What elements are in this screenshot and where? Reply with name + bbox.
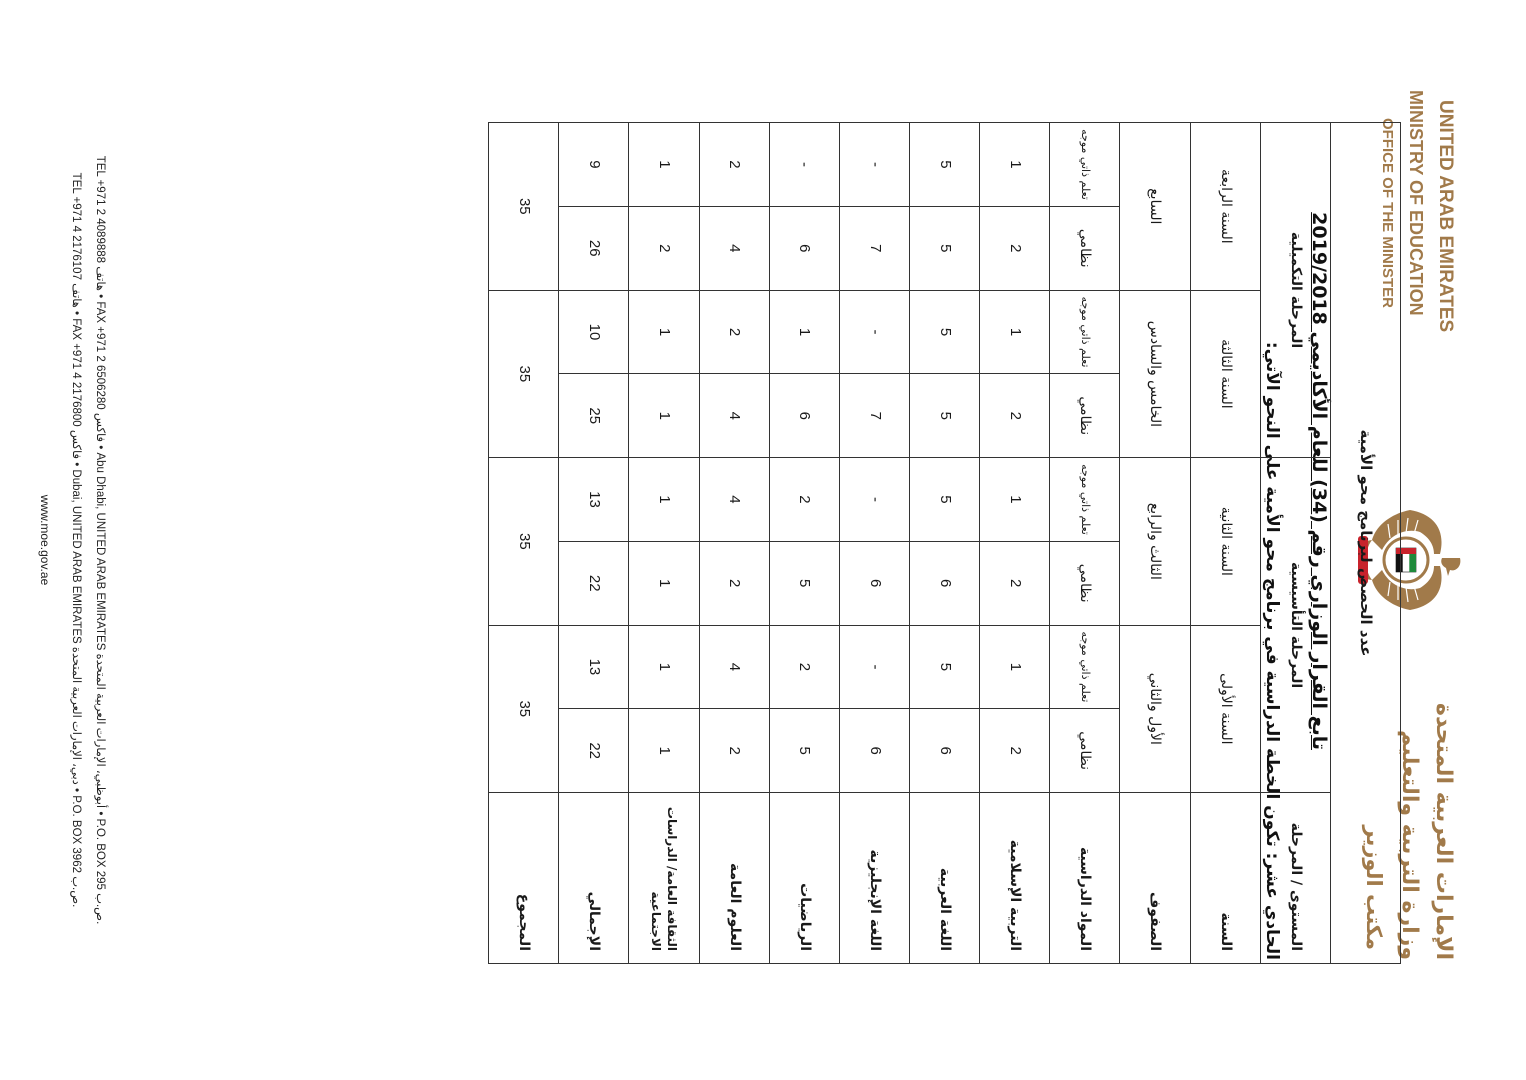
grades-4: السابع bbox=[1120, 123, 1190, 291]
table-caption: عدد الحصص لبرنامج محو الأمية bbox=[1330, 123, 1400, 964]
stage-complementary: المرحلة التكميلية bbox=[1260, 123, 1330, 458]
period-count: 1 bbox=[980, 625, 1050, 709]
period-count: 5 bbox=[910, 290, 980, 374]
letterhead-en-country: UNITED ARAB EMIRATES bbox=[1435, 100, 1456, 333]
period-count: 5 bbox=[910, 458, 980, 542]
sum-count: 35 bbox=[489, 123, 559, 291]
period-count: 2 bbox=[980, 709, 1050, 793]
type-self-directed: تعلم ذاتي موجه bbox=[1050, 625, 1120, 709]
period-count: 5 bbox=[769, 541, 839, 625]
sum-row bbox=[489, 123, 559, 964]
table-row bbox=[699, 123, 769, 964]
letterhead-en-office: OFFICE OF THE MINISTER bbox=[1379, 118, 1396, 308]
total-count: 13 bbox=[559, 458, 629, 542]
subject-name: التربية الإسلامية bbox=[980, 793, 1050, 964]
grades-1: الأول والثاني bbox=[1120, 625, 1190, 792]
total-count: 13 bbox=[559, 625, 629, 709]
period-count: 5 bbox=[910, 206, 980, 290]
period-count: - bbox=[839, 458, 909, 542]
period-count: 4 bbox=[699, 458, 769, 542]
period-count: - bbox=[769, 123, 839, 207]
total-count: 10 bbox=[559, 290, 629, 374]
letterhead-ar-office: مكتب الوزير bbox=[1362, 825, 1386, 950]
sum-count: 35 bbox=[489, 458, 559, 625]
type-regular: نظامي bbox=[1050, 206, 1120, 290]
total-label: الإجمالي bbox=[559, 793, 629, 964]
row-label-subjects: المواد الدراسية bbox=[1050, 793, 1120, 964]
subject-name: اللغة العربية bbox=[910, 793, 980, 964]
period-count: - bbox=[839, 290, 909, 374]
table-row bbox=[980, 123, 1050, 964]
period-count: 5 bbox=[910, 625, 980, 709]
period-count: 2 bbox=[769, 625, 839, 709]
footer-website-link[interactable]: www.moe.gov.ae bbox=[38, 494, 52, 586]
period-count: 6 bbox=[769, 374, 839, 458]
table-row bbox=[629, 123, 699, 964]
type-self-directed: تعلم ذاتي موجه bbox=[1050, 458, 1120, 542]
period-count: 2 bbox=[980, 541, 1050, 625]
letterhead-en-ministry: MINISTRY OF EDUCATION bbox=[1406, 90, 1426, 316]
row-label-grades: الصفوف bbox=[1120, 793, 1190, 964]
period-count: 6 bbox=[839, 709, 909, 793]
period-count: 4 bbox=[699, 206, 769, 290]
period-count: 4 bbox=[699, 625, 769, 709]
period-count: 1 bbox=[629, 374, 699, 458]
period-count: 4 bbox=[699, 374, 769, 458]
subject-name: اللغة الإنجليزية bbox=[839, 793, 909, 964]
period-count: 2 bbox=[699, 709, 769, 793]
period-count: 2 bbox=[699, 123, 769, 207]
period-count: 7 bbox=[839, 374, 909, 458]
year-2: السنة الثانية bbox=[1190, 458, 1260, 625]
period-count: 5 bbox=[910, 374, 980, 458]
period-count: 1 bbox=[980, 123, 1050, 207]
period-count: - bbox=[839, 123, 909, 207]
period-count: 6 bbox=[839, 541, 909, 625]
period-count: 1 bbox=[769, 290, 839, 374]
sum-label: المجموع bbox=[489, 793, 559, 964]
period-count: 5 bbox=[769, 709, 839, 793]
period-count: 2 bbox=[980, 374, 1050, 458]
period-count: 1 bbox=[629, 290, 699, 374]
total-count: 22 bbox=[559, 709, 629, 793]
total-count: 26 bbox=[559, 206, 629, 290]
period-count: 1 bbox=[980, 458, 1050, 542]
period-count: 2 bbox=[629, 206, 699, 290]
type-self-directed: تعلم ذاتي موجه bbox=[1050, 290, 1120, 374]
emblem-flag-green bbox=[1409, 554, 1416, 572]
period-count: 1 bbox=[629, 625, 699, 709]
table-row bbox=[910, 123, 980, 964]
subject-name: العلوم العامة bbox=[699, 793, 769, 964]
period-count: 5 bbox=[910, 123, 980, 207]
grades-2: الثالث والرابع bbox=[1120, 458, 1190, 625]
type-regular: نظامي bbox=[1050, 374, 1120, 458]
sum-count: 35 bbox=[489, 625, 559, 792]
year-1: السنة الأولى bbox=[1190, 625, 1260, 792]
total-count: 9 bbox=[559, 123, 629, 207]
type-self-directed: تعلم ذاتي موجه bbox=[1050, 123, 1120, 207]
year-3: السنة الثالثة bbox=[1190, 290, 1260, 457]
row-label-level: المستوى / المرحلة bbox=[1260, 793, 1330, 964]
study-plan-table bbox=[488, 122, 1401, 964]
year-4: السنة الرابعة bbox=[1190, 123, 1260, 291]
period-count: 6 bbox=[910, 709, 980, 793]
period-count: 2 bbox=[980, 206, 1050, 290]
section-title: الحادي عشر: تكون الخطة الدراسية في برنامج محو الأمية على النحو الآتي: bbox=[1262, 341, 1282, 960]
period-count: 2 bbox=[769, 458, 839, 542]
period-count: 7 bbox=[839, 206, 909, 290]
decision-title: تابع القرار الوزاري رقم (34) للعام الأكاديمي 2019/2018 bbox=[1308, 212, 1330, 750]
sum-count: 35 bbox=[489, 290, 559, 457]
period-count: 1 bbox=[629, 458, 699, 542]
stage-foundation: المرحلة التأسيسية bbox=[1260, 458, 1330, 793]
grades-3: الخامس والسادس bbox=[1120, 290, 1190, 457]
period-count: - bbox=[839, 625, 909, 709]
period-count: 6 bbox=[769, 206, 839, 290]
letterhead-ar-country: الإمارات العربية المتحدة bbox=[1431, 702, 1456, 960]
footer-dubai-contact: TEL +971 4 2176107 هاتف • FAX +971 4 2176800 فاكس • Dubai, UNITED ARAB EMIRATES دبي، الإمارات العربية المتحدة • P.O. BOX 3962 ص.ب. bbox=[70, 172, 82, 908]
total-count: 25 bbox=[559, 374, 629, 458]
letterhead-ar-ministry: وزارة التربية والتعليم bbox=[1397, 730, 1422, 960]
period-count: 2 bbox=[699, 290, 769, 374]
total-count: 22 bbox=[559, 541, 629, 625]
emblem-falcon-head bbox=[1441, 558, 1460, 576]
footer-abu-dhabi-contact: TEL +971 2 4089888 هاتف • FAX +971 2 6506280 فاكس • Abu Dhabi, UNITED ARAB EMIRATES أبوظبي، الإمارات العربية المتحدة • P.O. BOX 295 ص.ب. bbox=[94, 155, 106, 925]
period-count: 1 bbox=[629, 123, 699, 207]
period-count: 1 bbox=[629, 709, 699, 793]
table-row bbox=[839, 123, 909, 964]
subject-name: الثقافة العامة/ الدراسات الاجتماعية bbox=[629, 793, 699, 964]
type-regular: نظامي bbox=[1050, 541, 1120, 625]
type-regular: نظامي bbox=[1050, 709, 1120, 793]
period-count: 1 bbox=[629, 541, 699, 625]
period-count: 2 bbox=[699, 541, 769, 625]
table-row bbox=[769, 123, 839, 964]
period-count: 6 bbox=[910, 541, 980, 625]
period-count: 1 bbox=[980, 290, 1050, 374]
subject-name: الرياضيات bbox=[769, 793, 839, 964]
row-label-year: السنة bbox=[1190, 793, 1260, 964]
totals-row bbox=[559, 123, 629, 964]
